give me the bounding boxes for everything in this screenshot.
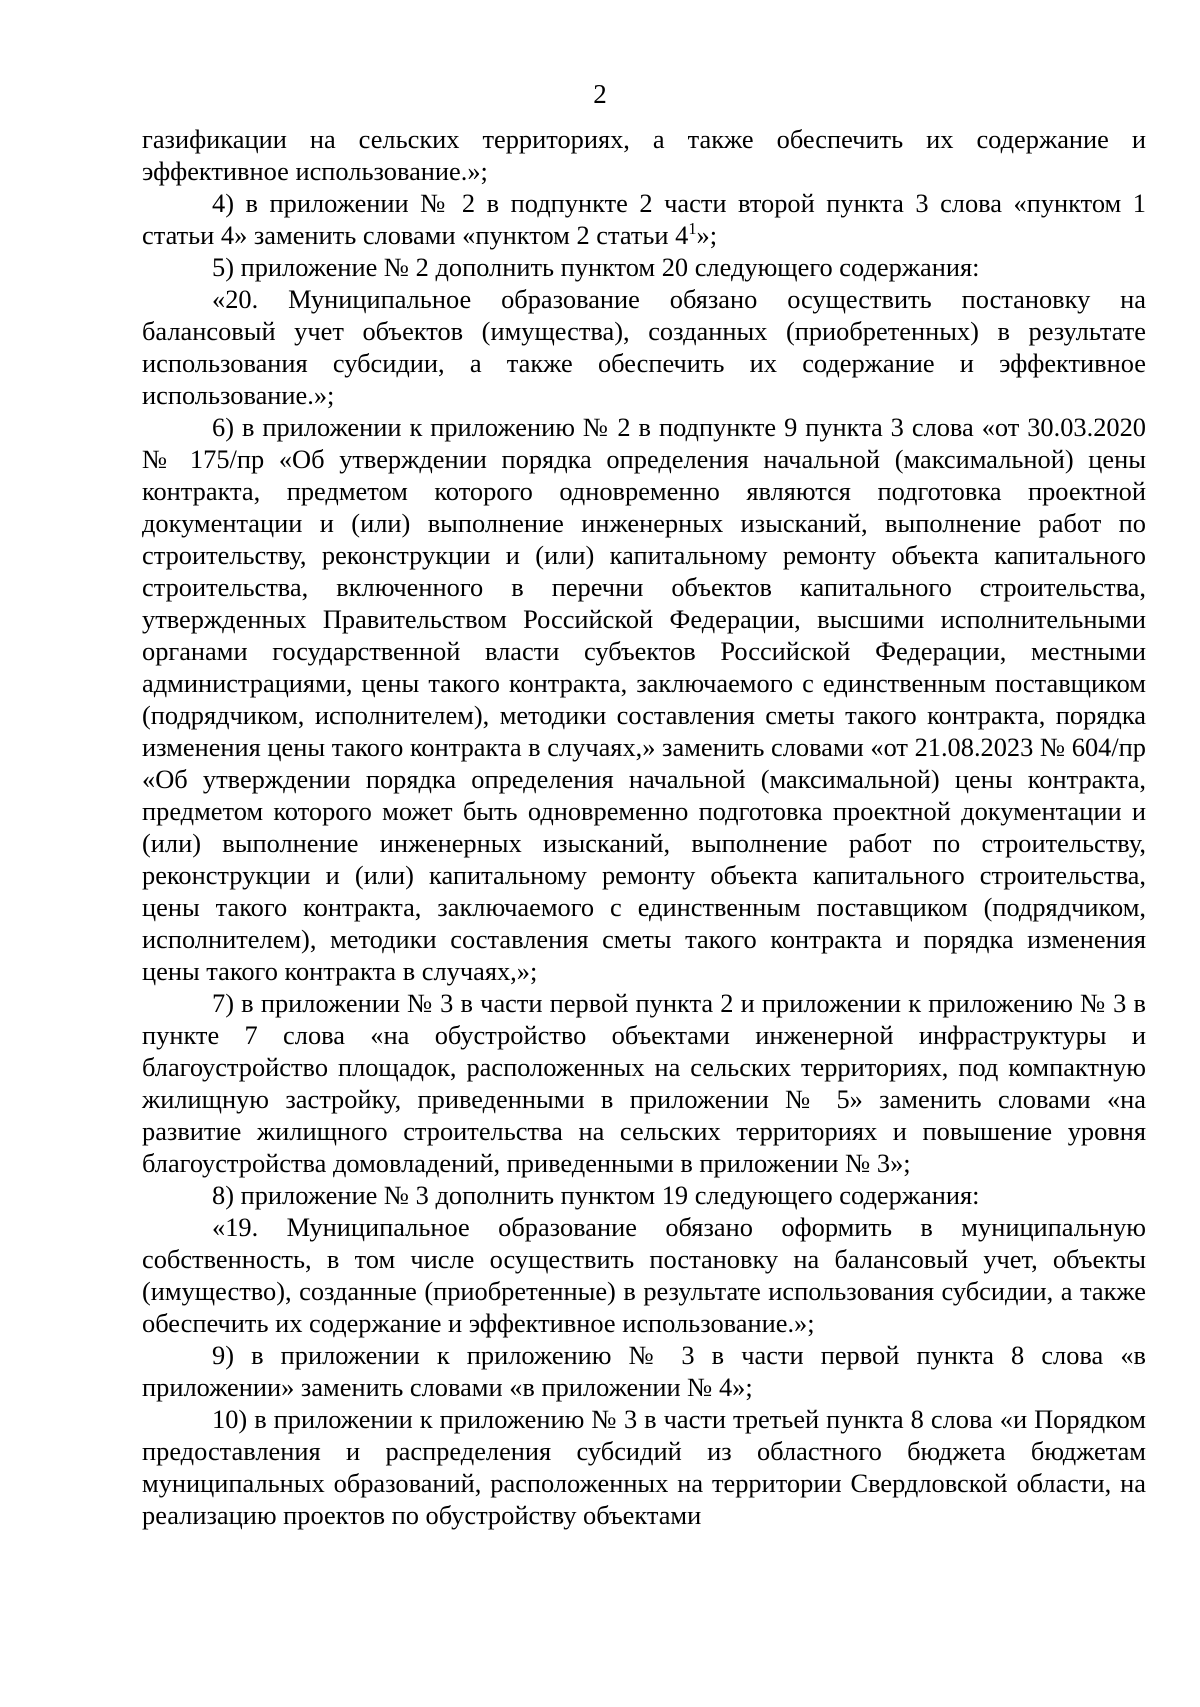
paragraph-item-10: 10) в приложении к приложению № 3 в части третьей пункта 8 слова «и Порядком предоставления и распределения субсидий из областного бюджета бюджетам муниципальных образований, расположенных на территории Свердловской области, на реализацию проектов по обустройству объектами xyxy=(142,1404,1146,1530)
paragraph-item-4-tail: »; xyxy=(696,220,718,250)
paragraph-item-9: 9) в приложении к приложению № 3 в части первой пункта 8 слова «в приложении» заменить словами «в приложении № 4»; xyxy=(142,1340,1146,1402)
paragraph-item-4-text: 4) в приложении № 2 в подпункте 2 части второй пункта 3 слова «пунктом 1 статьи 4» заменить словами «пунктом 2 статьи 4 xyxy=(142,188,1146,250)
paragraph-item-5: 5) приложение № 2 дополнить пунктом 20 следующего содержания: xyxy=(212,252,980,282)
paragraph-continuation: газификации на сельских территориях, а также обеспечить их содержание и эффективное использование.»; xyxy=(142,124,1146,186)
page-number: 2 xyxy=(593,79,607,109)
paragraph-item-8: 8) приложение № 3 дополнить пунктом 19 следующего содержания: xyxy=(212,1180,980,1210)
paragraph-item-4 xyxy=(142,187,1146,251)
paragraph-quote-20: «20. Муниципальное образование обязано осуществить постановку на балансовый учет объектов (имущества), созданных (приобретенных) в результате использования субсидии, а также обеспечить их содержание и эффективное использование.»; xyxy=(142,284,1146,410)
paragraph-quote-19: «19. Муниципальное образование обязано оформить в муниципальную собственность, в том числе осуществить постановку на балансовый учет, объекты (имущество), созданные (приобретенные) в результате использования субсидии, а также обеспечить их содержание и эффективное использование.»; xyxy=(142,1212,1146,1338)
document-body xyxy=(142,123,1146,1531)
paragraph-item-7: 7) в приложении № 3 в части первой пункта 2 и приложении к приложению № 3 в пункте 7 слова «на обустройство объектами инженерной инфраструктуры и благоустройство площадок, расположенных на сельских территориях, под компактную жилищную застройку, приведенными в приложении № 5» заменить словами «на развитие жилищного строительства на сельских территориях и повышение уровня благоустройства домовладений, приведенными в приложении № 3»; xyxy=(142,988,1146,1178)
paragraph-item-6: 6) в приложении к приложению № 2 в подпункте 9 пункта 3 слова «от 30.03.2020 № 175/пр «Об утверждении порядка определения начальной (максимальной) цены контракта, предметом которого одновременно являются подготовка проектной документации и (или) выполнение инженерных изысканий, выполнение работ по строительству, реконструкции и (или) капитальному ремонту объекта капитального строительства, включенного в перечни объектов капитального строительства, утвержденных Правительством Российской Федерации, высшими исполнительными органами государственной власти субъектов Российской Федерации, местными администрациями, цены такого контракта, заключаемого с единственным поставщиком (подрядчиком, исполнителем), методики составления сметы такого контракта, порядка изменения цены такого контракта в случаях,» заменить словами «от 21.08.2023 № 604/пр «Об утверждении порядка определения начальной (максимальной) цены контракта, предметом которого может быть одновременно подготовка проектной документации и (или) выполнение инженерных изысканий, выполнение работ по строительству, реконструкции и (или) капитальному ремонту объекта капитального строительства, цены такого контракта, заключаемого с единственным поставщиком (подрядчиком, исполнителем), методики составления сметы такого контракта и порядка изменения цены такого контракта в случаях,»; xyxy=(142,412,1146,986)
superscript: 1 xyxy=(688,219,697,239)
